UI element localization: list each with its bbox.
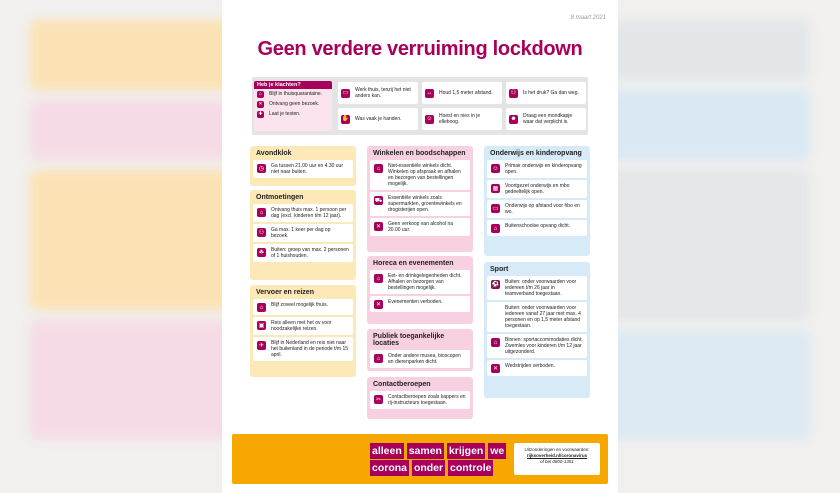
rule-card: ☺ Hoest en nies in je elleboog. bbox=[422, 108, 502, 130]
list-item: ⌂ Ontvang thuis max. 1 persoon per dag (excl. kinderen t/m 12 jaar). bbox=[253, 204, 353, 222]
test-icon: ✚ bbox=[258, 111, 263, 117]
museum-icon: ⌂ bbox=[374, 354, 383, 363]
rule-card: ☻ Draag een mondkapje waar dat verplicht is. bbox=[506, 108, 586, 130]
list-item: ✚ Laat je testen. bbox=[258, 111, 301, 117]
mask-icon: ☻ bbox=[510, 116, 517, 122]
list-item: ▭ Onderwijs op afstand voor hbo en wo. bbox=[487, 200, 587, 218]
restaurant-icon: ⌂ bbox=[374, 274, 383, 283]
rule-card: ⚇ Is het druk? Ga dan weg. bbox=[506, 82, 586, 104]
section-avondklok bbox=[250, 146, 356, 186]
list-item: ⌂ Buitenschoolse opvang dicht. bbox=[487, 220, 587, 236]
lockdown-infographic bbox=[222, 0, 618, 493]
slogan-banner bbox=[232, 434, 608, 484]
list-item: Buiten: onder voorwaarden voor iedereen vanaf 27 jaar met max. 4 personen en op 1,5 meter afstand toegestaan. bbox=[487, 302, 587, 332]
section-publiek bbox=[367, 329, 473, 371]
section-title: Onderwijs en kinderopvang bbox=[490, 150, 582, 157]
section-ontmoetingen bbox=[250, 190, 356, 280]
list-item: ✂ Contactberoepen zoals kappers en rij-instructeurs toegestaan. bbox=[370, 391, 470, 409]
event-icon: ✕ bbox=[375, 301, 382, 308]
section-title: Sport bbox=[490, 266, 509, 273]
section-horeca bbox=[367, 256, 473, 324]
list-item: ✕ Geen verkoop van alcohol na 20.00 uur. bbox=[370, 218, 470, 236]
list-item: ⌂ Blijf in thuisquarantaine. bbox=[258, 91, 323, 97]
page-title: Geen verdere verruiming lockdown bbox=[257, 38, 583, 60]
no-visitors-icon: ✕ bbox=[258, 101, 263, 107]
group-icon: ☘ bbox=[258, 249, 265, 256]
list-item: ▦ Voortgezet onderwijs en mbo gedeeltelijk open. bbox=[487, 180, 587, 198]
no-travel-icon: ✈ bbox=[258, 342, 265, 349]
rule-card: ↔ Houd 1,5 meter afstand. bbox=[422, 82, 502, 104]
section-title: Horeca en evenementen bbox=[373, 260, 454, 267]
section-title: Contactberoepen bbox=[373, 381, 431, 388]
hands-icon: ✋ bbox=[341, 116, 350, 122]
section-title: Winkelen en boodschappen bbox=[373, 150, 466, 157]
rule-card: ✋ Was vaak je handen. bbox=[338, 108, 418, 130]
laptop-icon: ▭ bbox=[342, 90, 349, 96]
no-alcohol-icon: ✕ bbox=[375, 223, 382, 230]
section-title: Vervoer en reizen bbox=[256, 289, 314, 296]
list-item: ⛟ Essentiële winkels zoals supermarkten, groentewinkels en drogisterijen open. bbox=[370, 192, 470, 216]
daycare-icon: ⌂ bbox=[491, 224, 500, 233]
info-box: Uitzonderingen en voorwaarden: rijksoverheid.nl/coronavirus of bel 0800-1351 bbox=[514, 443, 600, 475]
list-item: ✕ Evenementen verboden. bbox=[370, 296, 470, 312]
rule-card: ▭ Werk thuis, tenzij het niet anders kan. bbox=[338, 82, 418, 104]
list-item: ⌂ Blijf zoveel mogelijk thuis. bbox=[253, 299, 353, 315]
list-item: ⌂ Niet-essentiële winkels dicht. Winkelen op afspraak en afhalen en bezorgen van bestellingen mogelijk. bbox=[370, 160, 470, 190]
shop-icon: ⌂ bbox=[374, 164, 383, 173]
list-item: ✕ Ontvang geen bezoek. bbox=[258, 101, 320, 107]
section-sport bbox=[484, 262, 590, 398]
list-item: ⌂ Onder andere musea, bioscopen en dierenparken dicht. bbox=[370, 350, 470, 368]
document-date: 8 maart 2021 bbox=[570, 15, 606, 21]
section-winkelen bbox=[367, 146, 473, 252]
section-title: Avondklok bbox=[256, 150, 292, 157]
list-item: ⚇ Ga max. 1 keer per dag op bezoek. bbox=[253, 224, 353, 242]
clock-icon: ◷ bbox=[258, 165, 265, 172]
list-item: ☘ Buiten: groep van max. 2 personen of 1 huishouden. bbox=[253, 244, 353, 262]
list-item: ✈ Blijf in Nederland en reis niet naar het buitenland in de periode t/m 15 april. bbox=[253, 337, 353, 361]
section-onderwijs bbox=[484, 146, 590, 256]
distance-icon: ↔ bbox=[426, 90, 433, 96]
list-item: ✕ Wedstrijden verboden. bbox=[487, 360, 587, 376]
general-rules-panel bbox=[252, 77, 588, 135]
section-title: Publiek toegankelijke locaties bbox=[373, 333, 445, 347]
slogan: alleen samen krijgen we corona onder controle bbox=[372, 445, 505, 474]
children-icon: ☺ bbox=[492, 165, 499, 172]
section-vervoer bbox=[250, 285, 356, 377]
visit-icon: ⚇ bbox=[258, 229, 265, 236]
team-sport-icon: ⚽ bbox=[491, 281, 500, 288]
train-icon: ▣ bbox=[258, 322, 265, 329]
online-icon: ▭ bbox=[492, 205, 499, 212]
list-item: ▣ Reis alleen met het ov voor noodzakelijke reizen. bbox=[253, 317, 353, 335]
section-contact bbox=[367, 377, 473, 419]
website-link[interactable]: rijksoverheid.nl/coronavirus bbox=[526, 453, 588, 458]
sneeze-icon: ☺ bbox=[426, 116, 433, 122]
house-icon: ⌂ bbox=[258, 91, 263, 97]
home-icon: ⌂ bbox=[257, 303, 266, 312]
school-icon: ▦ bbox=[492, 185, 499, 192]
complaints-heading: Heb je klachten? bbox=[254, 81, 332, 89]
complaints-box bbox=[254, 81, 332, 131]
list-item: ⚽ Buiten: onder voorwaarden voor iedereen t/m 26 jaar in teamverband toegestaan. bbox=[487, 276, 587, 300]
section-title: Ontmoetingen bbox=[256, 194, 304, 201]
list-item: ⌂ Eet- en drinkgelegenheden dicht. Afhalen en bezorgen van bestellingen mogelijk. bbox=[370, 270, 470, 294]
cart-icon: ⛟ bbox=[374, 197, 383, 204]
scissors-icon: ✂ bbox=[375, 396, 382, 403]
house-icon: ⌂ bbox=[257, 208, 266, 217]
gym-icon: ⌂ bbox=[491, 338, 500, 347]
no-competition-icon: ✕ bbox=[492, 365, 499, 372]
crowd-icon: ⚇ bbox=[510, 90, 517, 96]
list-item: ◷ Ga tussen 21.00 uur en 4.30 uur niet naar buiten. bbox=[253, 160, 353, 178]
list-item: ☺ Primair onderwijs en kinderopvang open. bbox=[487, 160, 587, 178]
list-item: ⌂ Binnen: sportaccommodaties dicht. Zwemles voor kinderen t/m 12 jaar uitgezonderd. bbox=[487, 334, 587, 358]
